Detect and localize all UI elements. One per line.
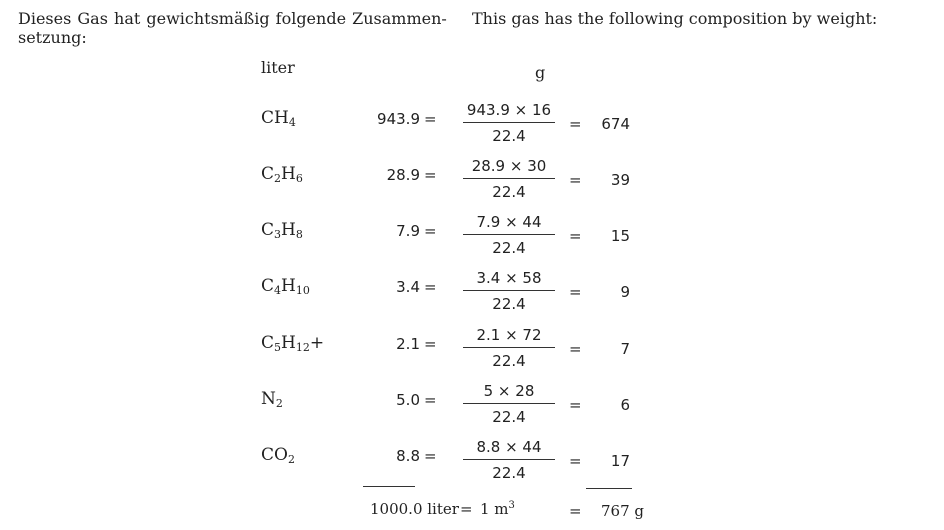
gas-volume: 8.8 [396, 447, 420, 465]
fraction-numerator: 5 × 28 [483, 382, 535, 400]
fraction-numerator: 943.9 × 16 [466, 101, 552, 119]
result-equals: = [569, 396, 582, 414]
total-equals: = [460, 500, 473, 518]
fraction-bar [463, 459, 555, 460]
fraction-numerator: 28.9 × 30 [471, 157, 547, 175]
volume-equals: = [424, 166, 437, 184]
mass-result: 6 [620, 396, 630, 414]
fraction-bar [463, 347, 555, 348]
fraction-bar [463, 234, 555, 235]
gas-volume: 2.1 [396, 335, 420, 353]
result-equals: = [569, 227, 582, 245]
result-equals: = [569, 171, 582, 189]
mass-result: 7 [620, 340, 630, 358]
fraction-bar [463, 290, 555, 291]
mass-fraction [463, 101, 555, 145]
total-result: 767 g [601, 502, 645, 520]
mass-fraction [463, 157, 555, 201]
mass-total-rule [586, 488, 632, 489]
fraction-bar [463, 122, 555, 123]
gas-volume: 5.0 [396, 391, 420, 409]
fraction-numerator: 7.9 × 44 [476, 213, 542, 231]
gas-volume: 3.4 [396, 278, 420, 296]
fraction-numerator: 3.4 × 58 [476, 269, 542, 287]
volume-unit-header: liter [261, 58, 295, 77]
gas-volume: 28.9 [386, 166, 420, 184]
fraction-bar [463, 403, 555, 404]
gas-formula: $N_2$ [261, 389, 283, 410]
fraction-bar [463, 178, 555, 179]
english-intro: This gas has the following composition by weight: [472, 9, 878, 28]
mass-result: 39 [610, 171, 630, 189]
result-equals: = [569, 452, 582, 470]
volume-equals: = [424, 110, 437, 128]
mass-unit-header: g [535, 63, 546, 82]
volume-equals: = [424, 391, 437, 409]
result-equals: = [569, 115, 582, 133]
fraction-denominator: 22.4 [492, 295, 526, 313]
fraction-denominator: 22.4 [492, 464, 526, 482]
mass-fraction [463, 269, 555, 313]
result-equals: = [569, 340, 582, 358]
mass-result: 9 [620, 283, 630, 301]
mass-result: 15 [610, 227, 630, 245]
fraction-denominator: 22.4 [492, 352, 526, 370]
gas-volume: 943.9 [377, 110, 420, 128]
mass-fraction [463, 382, 555, 426]
mass-fraction [463, 326, 555, 370]
mass-result: 674 [601, 115, 630, 133]
total-equivalent: 1 $m^3$ [480, 500, 515, 518]
gas-formula: $C_5H_{12}+$ [261, 333, 325, 354]
gas-formula: $C_3H_8$ [261, 220, 303, 241]
gas-formula: $CH_4$ [261, 108, 296, 129]
gas-formula: $C_2H_6$ [261, 164, 303, 185]
german-intro-line2: setzung: [18, 28, 87, 47]
volume-equals: = [424, 278, 437, 296]
result-equals: = [569, 283, 582, 301]
gas-volume: 7.9 [396, 222, 420, 240]
total-result-equals: = [569, 502, 582, 520]
fraction-denominator: 22.4 [492, 408, 526, 426]
volume-equals: = [424, 222, 437, 240]
volume-total-rule [363, 486, 415, 487]
fraction-denominator: 22.4 [492, 239, 526, 257]
total-volume: 1000.0 liter [370, 500, 459, 518]
fraction-denominator: 22.4 [492, 127, 526, 145]
volume-equals: = [424, 447, 437, 465]
fraction-denominator: 22.4 [492, 183, 526, 201]
fraction-numerator: 8.8 × 44 [476, 438, 542, 456]
german-intro-line1: Dieses Gas hat gewichtsmäßig folgende Zusammen- [18, 9, 447, 28]
mass-fraction [463, 213, 555, 257]
fraction-numerator: 2.1 × 72 [476, 326, 542, 344]
gas-formula: $CO_2$ [261, 445, 295, 466]
volume-equals: = [424, 335, 437, 353]
mass-fraction [463, 438, 555, 482]
german-intro [18, 9, 447, 47]
gas-formula: $C_4H_{10}$ [261, 276, 310, 297]
mass-result: 17 [610, 452, 630, 470]
